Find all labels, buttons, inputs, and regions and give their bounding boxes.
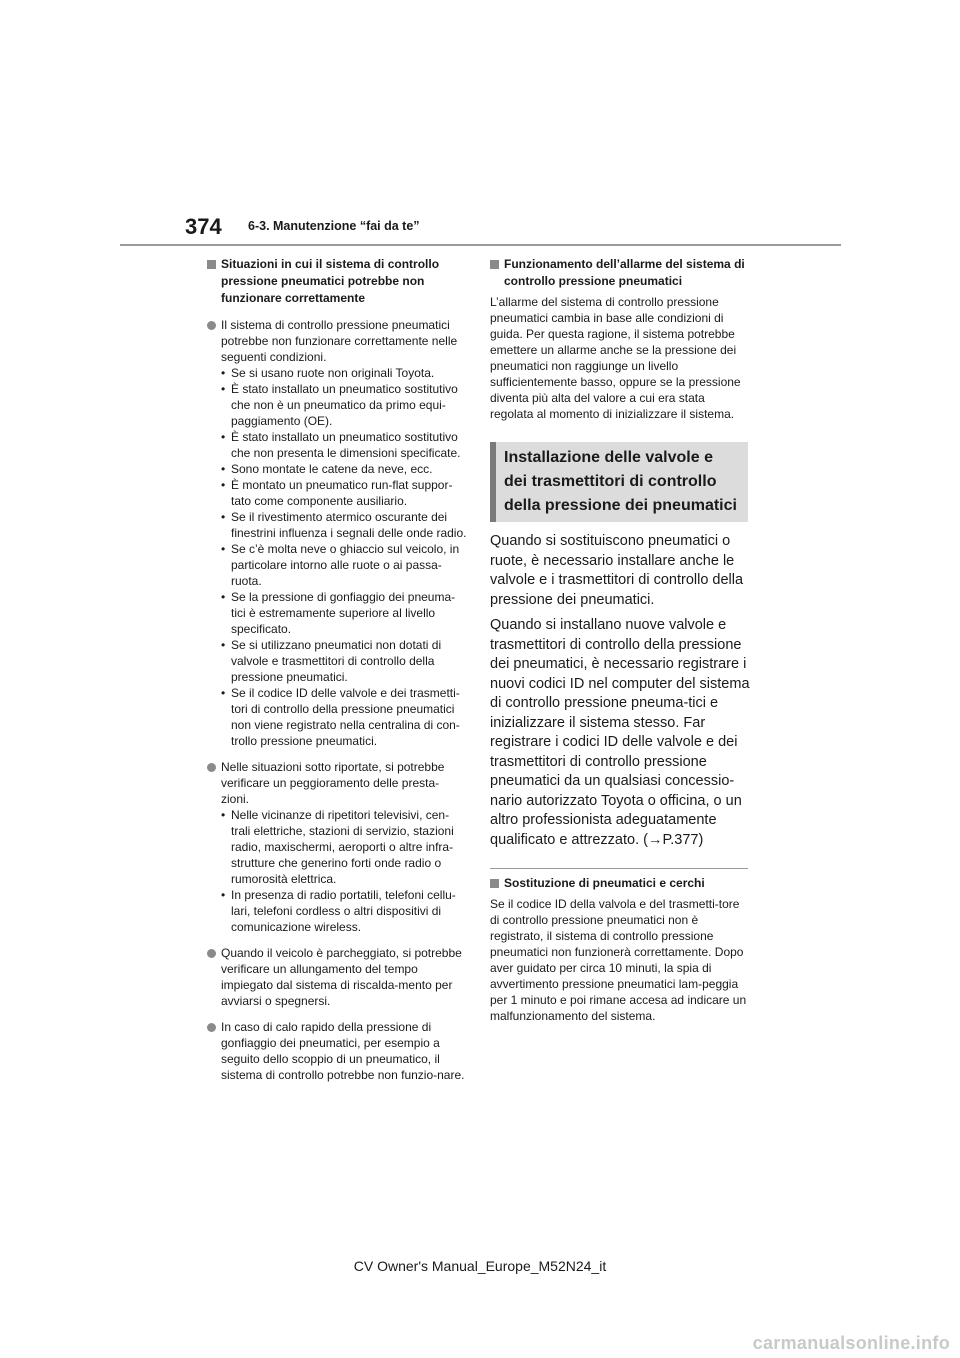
circle-bullet-icon: [207, 949, 216, 958]
subsection-heading: Sostituzione di pneumatici e cerchi: [490, 875, 750, 892]
section-divider: [490, 868, 748, 869]
sub-list-item: • Se il codice ID delle valvole e dei trasmetti-tori di controllo della pressione pneumatici non viene registrato nella centralina di con-trollo pressione pneumatici.: [221, 686, 460, 748]
heading-accent-bar: [490, 442, 496, 522]
section-title: 6-3. Manutenzione “fai da te”: [248, 219, 420, 233]
sub-list-item: • Se c’è molta neve o ghiaccio sul veicolo, in particolare intorno alle ruote o ai passa-ruota.: [221, 542, 460, 588]
sub-list-item: • È montato un pneumatico run-flat suppor-tato come componente ausiliario.: [221, 478, 453, 508]
sub-list-item: • Sono montate le catene da neve, ecc.: [221, 462, 433, 476]
circle-bullet-icon: [207, 1023, 216, 1032]
sub-list-item: • Se si utilizzano pneumatici non dotati di valvole e trasmettitori di controllo della pressione pneumatici.: [221, 638, 442, 684]
square-bullet-icon: [207, 260, 216, 269]
bullet-text: Il sistema di controllo pressione pneumatici potrebbe non funzionare correttamente nelle seguenti condizioni.: [221, 318, 458, 364]
bullet-text: Nelle situazioni sotto riportate, si potrebbe verificare un peggioramento delle presta-zioni.: [221, 760, 445, 806]
watermark: carmanualsonline.info: [752, 1333, 950, 1353]
sub-list: [221, 365, 467, 749]
page-number: 374: [185, 214, 222, 239]
page-header: [0, 0, 960, 250]
sub-list-item: • Se si usano ruote non originali Toyota.: [221, 366, 435, 380]
left-column: [207, 256, 467, 1083]
square-bullet-icon: [490, 260, 499, 269]
paragraph: Quando si sostituiscono pneumatici o ruote, è necessario installare anche le valvole e i trasmettitori di controllo della pressione dei pneumatici.: [490, 533, 744, 608]
bullet-text: In caso di calo rapido della pressione di gonfiaggio dei pneumatici, per esempio a seguito dello scoppio di un pneumatico, il sistema di controllo potrebbe non funzio-nare.: [221, 1020, 465, 1082]
sub-list: [221, 807, 467, 935]
boxed-section-heading: Installazione delle valvole e dei trasmettitori di controllo della pressione dei pneumatici: [490, 442, 748, 522]
sub-list-item: • Se il rivestimento atermico oscurante dei finestrini influenza i segnali delle onde radio.: [221, 510, 467, 540]
bullet-item: [207, 1019, 467, 1083]
bullet-item: [207, 759, 467, 935]
header-divider: [120, 244, 841, 246]
paragraph: L’allarme del sistema di controllo pressione pneumatici cambia in base alle condizioni di guida. Per questa ragione, il sistema potrebbe emettere un allarme anche se la pressione dei pneumatici non raggiunge un livello sufficientemente basso, oppure se la pressione diventa più alta del valore a cui era stata regolata al momento di inizializzare il sistema.: [490, 295, 741, 421]
sub-list-item: • In presenza di radio portatili, telefoni cellu-lari, telefoni cordless o altri dispositivi di comunicazione wireless.: [221, 888, 456, 934]
sub-list-item: • Se la pressione di gonfiaggio dei pneuma-tici è estremamente superiore al livello specificato.: [221, 590, 456, 636]
sub-list-item: • È stato installato un pneumatico sostitutivo che non è un pneumatico da primo equi-paggiamento (OE).: [221, 382, 458, 428]
paragraph: Se il codice ID della valvola e del trasmetti-tore di controllo pressione pneumatici non è registrato, il sistema di controllo pressione pneumatici non funzionerà correttamente. Dopo aver guidato per circa 10 minuti, la spia di avvertimento pressione pneumatici lam-peggia per 1 minuto e poi rimane accesa ad indicare un malfunzionamento del sistema.: [490, 897, 747, 1023]
square-bullet-icon: [490, 879, 499, 888]
bullet-text: Quando il veicolo è parcheggiato, si potrebbe verificare un allungamento del tempo impiegato dal sistema di riscalda-mento per avviarsi o spegnersi.: [221, 946, 462, 1008]
bullet-item: [207, 317, 467, 749]
paragraph: Quando si installano nuove valvole e trasmettitori di controllo della pressione dei pneumatici, è necessario registrare i nuovi codici ID nel computer del sistema di controllo pressione pneuma-tici e inizializzare il sistema stesso. Far registrare i codici ID delle valvole e dei trasmettitori di controllo pressione pneumatici da un qualsiasi concessio-nario autorizzato Toyota o officina, o un altro professionista adeguatamente qualificato e attrezzato. (→P.377): [490, 617, 750, 848]
circle-bullet-icon: [207, 321, 216, 330]
sub-list-item: • È stato installato un pneumatico sostitutivo che non presenta le dimensioni specificate.: [221, 430, 461, 460]
circle-bullet-icon: [207, 763, 216, 772]
manual-identifier: CV Owner's Manual_Europe_M52N24_it: [353, 1258, 607, 1274]
right-column: [490, 256, 750, 1024]
subsection-heading: Funzionamento dell’allarme del sistema di controllo pressione pneumatici: [490, 256, 750, 290]
bullet-item: [207, 945, 467, 1009]
sub-list-item: • Nelle vicinanze di ripetitori televisivi, cen-trali elettriche, stazioni di servizio, stazioni radio, maxischermi, aeroporti o altre infra-strutture che generino forti onde radio o rumorosità elettrica.: [221, 808, 454, 886]
subsection-heading: Situazioni in cui il sistema di controllo pressione pneumatici potrebbe non funzionare correttamente: [207, 256, 467, 307]
